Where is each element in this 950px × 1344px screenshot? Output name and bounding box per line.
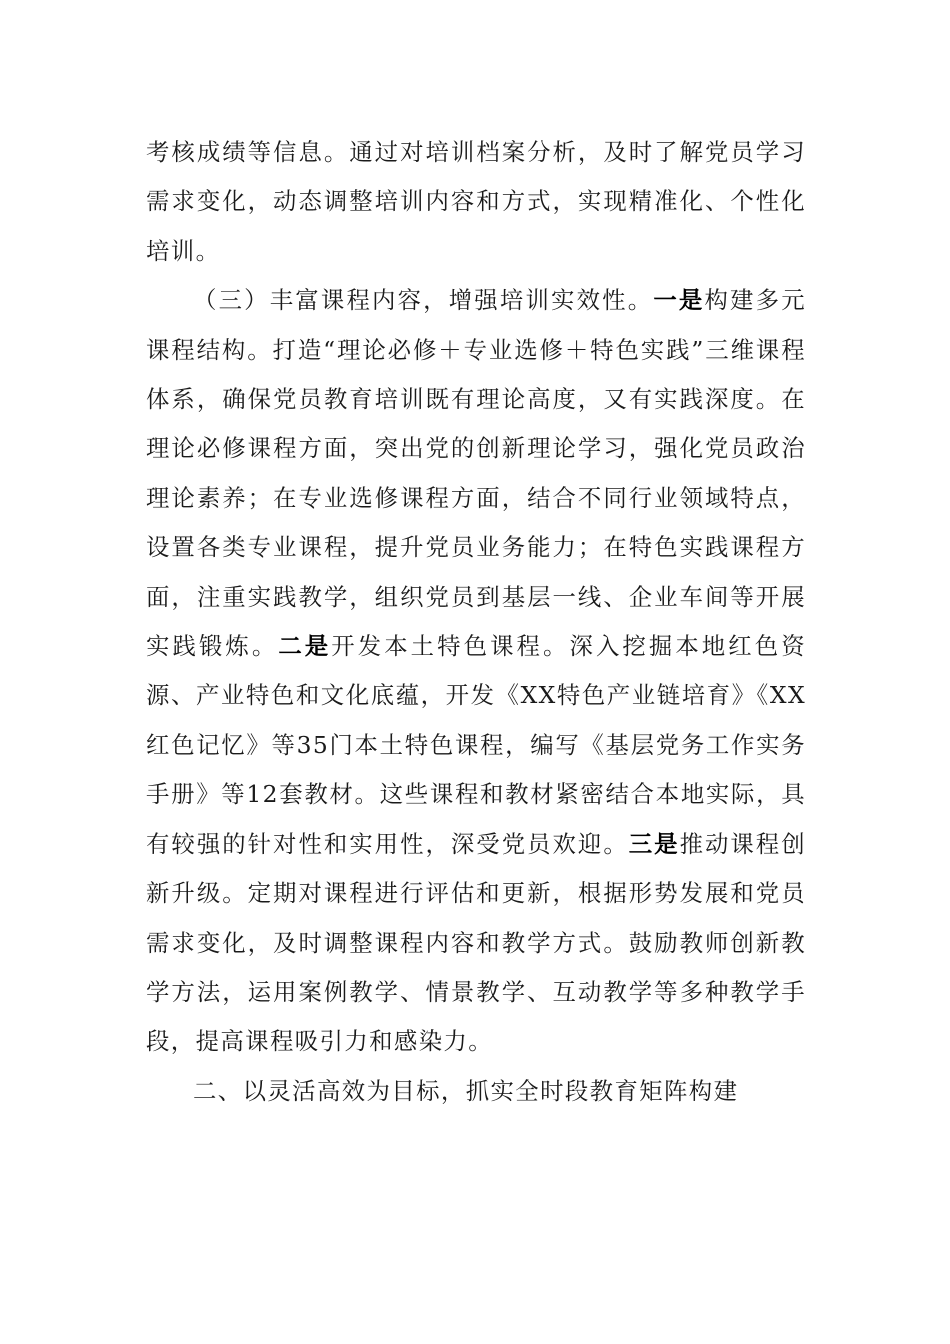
paragraph-course-content bbox=[146, 276, 806, 1067]
bold-marker-second: 二是 bbox=[278, 632, 332, 661]
paragraph-training-archives bbox=[146, 128, 806, 276]
bold-marker-first: 一是 bbox=[653, 286, 705, 315]
text-run: 推动课程创新升级。定期对课程进行评估和更新，根据形势发展和党员需求变化，及时调整课程内容和教学方式。鼓励教师创新教学方法，运用案例教学、情景教学、互动教学等多种教学手段，提高课程吸引力和感染力。 bbox=[146, 829, 806, 1056]
text-run: 考核成绩等信息。通过对培训档案分析，及时了解党员学习需求变化，动态调整培训内容和方式，实现精准化、个性化培训。 bbox=[146, 138, 806, 265]
section-heading-3: （三）丰富课程内容，增强培训实效性。 bbox=[193, 286, 654, 315]
bold-marker-third: 三是 bbox=[628, 829, 680, 858]
text-run: 开发本土特色课程。深入挖掘本地红色资源、产业特色和文化底蕴，开发《XX特色产业链培育》《XX红色记忆》等35门本土特色课程，编写《基层党务工作实务手册》等12套教材。这些课程和教材紧密结合本地实际，具有较强的针对性和实用性，深受党员欢迎。 bbox=[146, 632, 806, 858]
section-heading-2 bbox=[146, 1067, 806, 1116]
text-run: 构建多元课程结构。打造“理论必修＋专业选修＋特色实践”三维课程体系，确保党员教育培训既有理论高度，又有实践深度。在理论必修课程方面，突出党的创新理论学习，强化党员政治理论素养；在专业选修课程方面，结合不同行业领域特点，设置各类专业课程，提升党员业务能力；在特色实践课程方面，注重实践教学，组织党员到基层一线、企业车间等开展实践锻炼。 bbox=[146, 286, 806, 661]
heading-text: 二、以灵活高效为目标，抓实全时段教育矩阵构建 bbox=[193, 1076, 739, 1105]
document-body bbox=[146, 128, 806, 1116]
